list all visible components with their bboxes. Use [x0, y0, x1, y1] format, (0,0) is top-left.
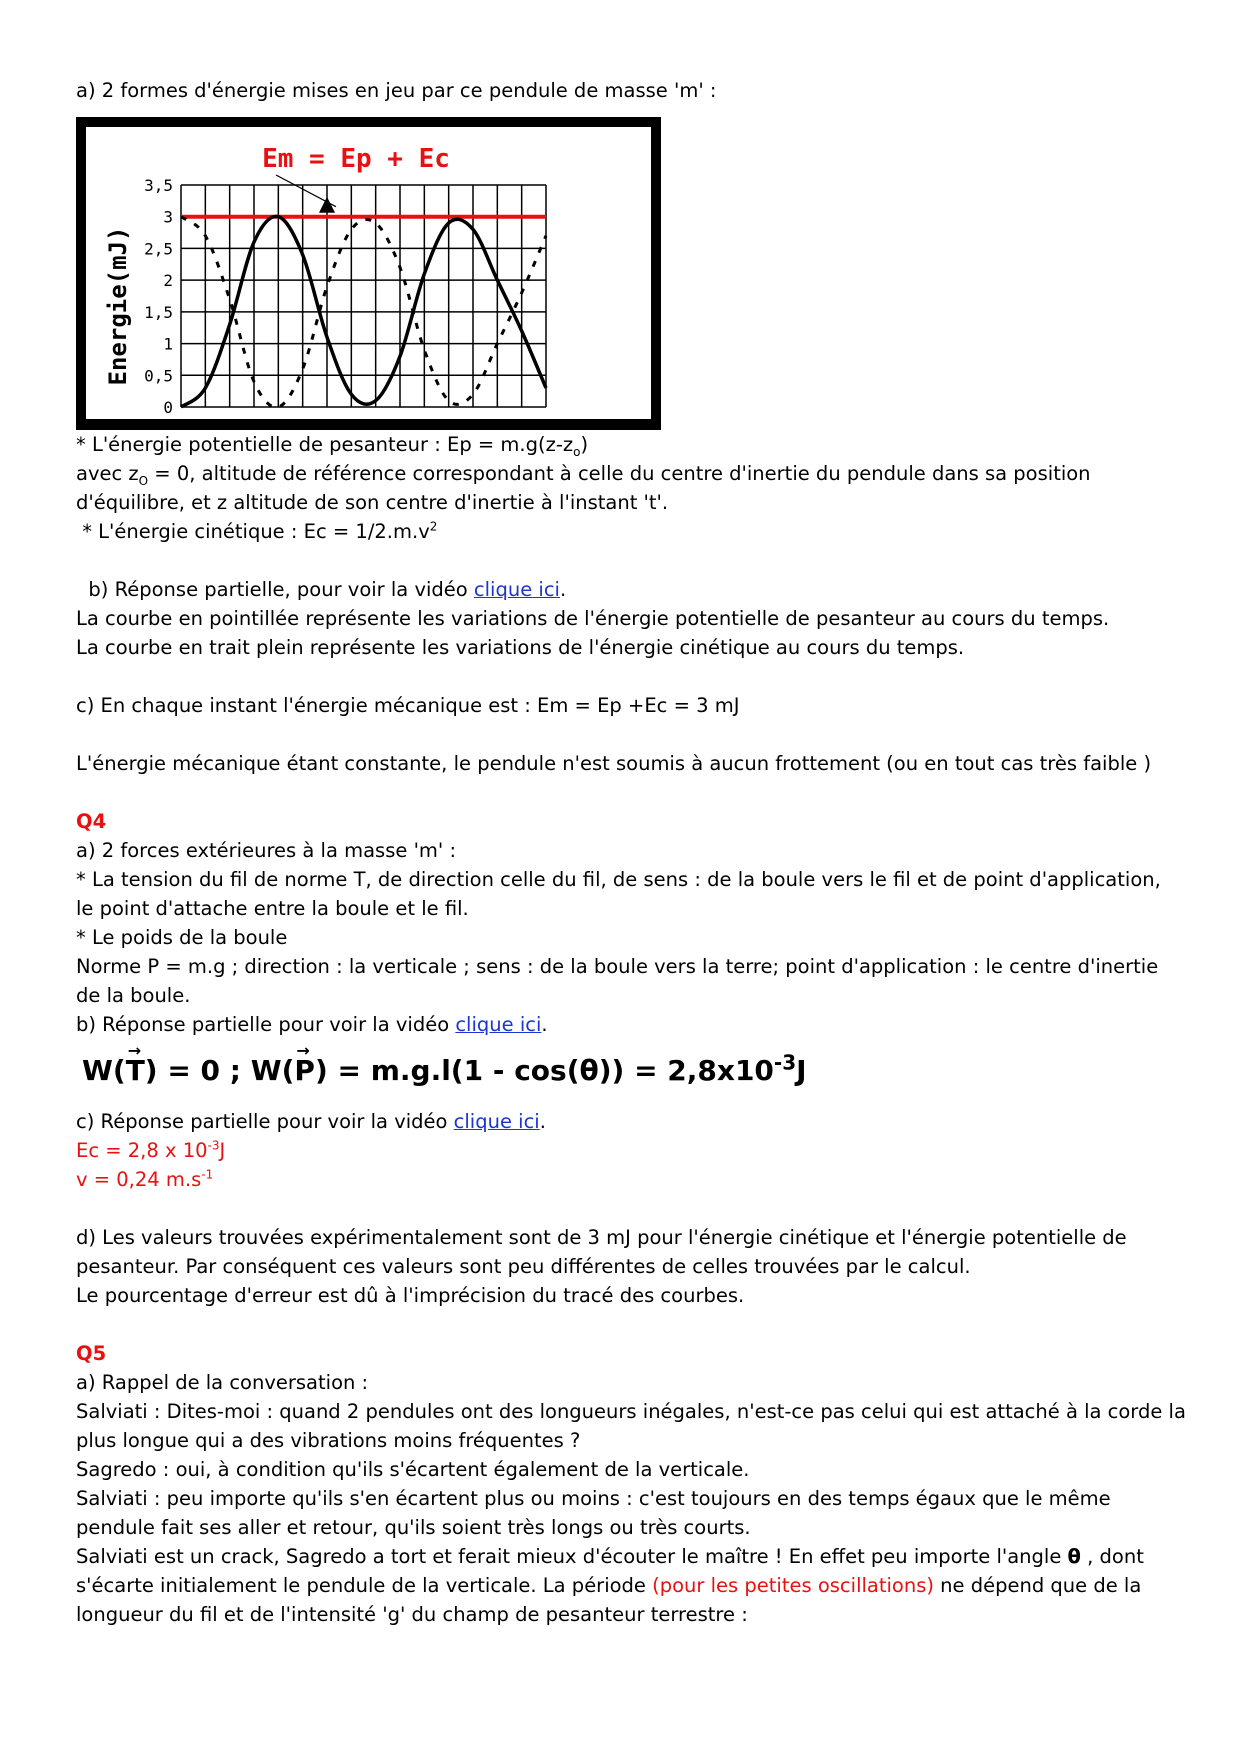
y-tick-label: 3: [163, 207, 173, 227]
q5-a-heading: a) Rappel de la conversation :: [76, 1371, 369, 1394]
y-axis-label: Energie(mJ): [104, 226, 132, 386]
q4-weight-heading: * Le poids de la boule: [76, 926, 288, 949]
ep-definition: * L'énergie potentielle de pesanteur : $Ep = m.g(z-z_o)$: [76, 433, 589, 459]
y-tick-label: 1,5: [144, 302, 173, 322]
q4-b-heading: b) Réponse partielle pour voir la vidéo clique ici.: [76, 1013, 548, 1036]
q5-salviati-2-cont: pendule fait ses aller et retour, qu'ils soient très longs ou très courts.: [76, 1516, 751, 1539]
video-link[interactable]: clique ici: [473, 578, 560, 601]
q5-salviati-1-cont: plus longue qui a des vibrations moins fréquentes ?: [76, 1429, 581, 1452]
energy-chart-frame: [76, 117, 661, 430]
y-tick-label: 1: [163, 334, 173, 354]
energy-chart-canvas: [86, 127, 651, 419]
q4-weight-cont: de la boule.: [76, 984, 191, 1007]
q4-tension: * La tension du fil de norme T, de direction celle du fil, de sens : de la boule vers le fil et de point d'application,: [76, 868, 1161, 891]
tension-vector: → T: [126, 1049, 145, 1093]
y-tick-label: 3,5: [144, 176, 173, 195]
video-link[interactable]: clique ici: [455, 1013, 542, 1036]
y-tick-label: 0,5: [144, 366, 173, 386]
energy-chart: [86, 127, 651, 419]
q5-title: Q5: [76, 1342, 107, 1365]
q4-a-heading: a) 2 forces extérieures à la masse 'm' :: [76, 839, 457, 862]
y-tick-label: 0: [163, 398, 173, 417]
part-c-mechanical-energy: c) En chaque instant l'énergie mécanique est : Em = Ep +Ec = 3 mJ: [76, 694, 740, 717]
y-tick-label: 2: [163, 271, 173, 291]
reference-altitude: avec $z_O = 0$, altitude de référence correspondant à celle du centre d'inertie du pendule dans sa position: [76, 462, 1091, 488]
q4-d-line1: d) Les valeurs trouvées expérimentalement sont de 3 mJ pour l'énergie cinétique et l'énergie potentielle de: [76, 1226, 1127, 1249]
q4-ec-result: Ec = 2,8 x $10^{-3}J$: [76, 1138, 226, 1162]
q4-tension-cont: le point d'attache entre la boule et le fil.: [76, 897, 469, 920]
part-b-heading: b) Réponse partielle, pour voir la vidéo clique ici.: [76, 578, 567, 601]
part-b-dotted-curve: La courbe en pointillée représente les variations de l'énergie potentielle de pesanteur au cours du temps.: [76, 607, 1110, 630]
reference-altitude-cont: d'équilibre, et z altitude de son centre d'inertie à l'instant 't'.: [76, 491, 669, 514]
q5-sagredo: Sagredo : oui, à condition qu'ils s'écartent également de la verticale.: [76, 1458, 750, 1481]
q5-conclusion-1: Salviati est un crack, Sagredo a tort et ferait mieux d'écouter le maître ! En effet peu importe l'angle θ , dont: [76, 1545, 1144, 1568]
chart-title: Em = Ep + Ec: [262, 144, 450, 174]
q5-conclusion-2: s'écarte initialement le pendule de la verticale. La période (pour les petites oscillations) ne dépend que de la: [76, 1574, 1142, 1597]
q4-d-line2: pesanteur. Par conséquent ces valeurs sont peu différentes de celles trouvées par le calcul.: [76, 1255, 971, 1278]
q4-v-result: v = 0,24 $m.s^{-1}$: [76, 1167, 214, 1191]
q4-title: Q4: [76, 810, 107, 833]
q4-c-heading: c) Réponse partielle pour voir la vidéo clique ici.: [76, 1110, 546, 1133]
part-b-solid-curve: La courbe en trait plein représente les variations de l'énergie cinétique au cours du temps.: [76, 636, 965, 659]
weight-vector: → P: [294, 1049, 315, 1093]
q4-weight: Norme P = m.g ; direction : la verticale ; sens : de la boule vers la terre; point d'application : le centre d'inertie: [76, 955, 1159, 978]
ec-definition: * L'énergie cinétique : $Ec = 1/2.m.v^2$: [76, 519, 438, 543]
q5-salviati-1: Salviati : Dites-moi : quand 2 pendules ont des longueurs inégales, n'est-ce pas celui qui est attaché à la corde la: [76, 1400, 1186, 1423]
q5-salviati-2: Salviati : peu importe qu'ils s'en écartent plus ou moins : c'est toujours en des temps égaux que le même: [76, 1487, 1111, 1510]
y-tick-label: 2,5: [144, 239, 173, 259]
work-formula: W(→ T) = 0 ; $W(\to P) = m.g.l(1 - \cos(\theta)) = 2,8x10^{-3}J$: [82, 1049, 1176, 1093]
q4-d-line3: Le pourcentage d'erreur est dû à l'imprécision du tracé des courbes.: [76, 1284, 745, 1307]
document-page: [76, 76, 1186, 1629]
q5-conclusion-3: longueur du fil et de l'intensité 'g' du champ de pesanteur terrestre :: [76, 1603, 748, 1626]
intro-a-heading: a) 2 formes d'énergie mises en jeu par ce pendule de masse 'm' :: [76, 79, 717, 102]
video-link[interactable]: clique ici: [453, 1110, 540, 1133]
part-c-conclusion: L'énergie mécanique étant constante, le pendule n'est soumis à aucun frottement (ou en tout cas très faible ): [76, 752, 1152, 775]
